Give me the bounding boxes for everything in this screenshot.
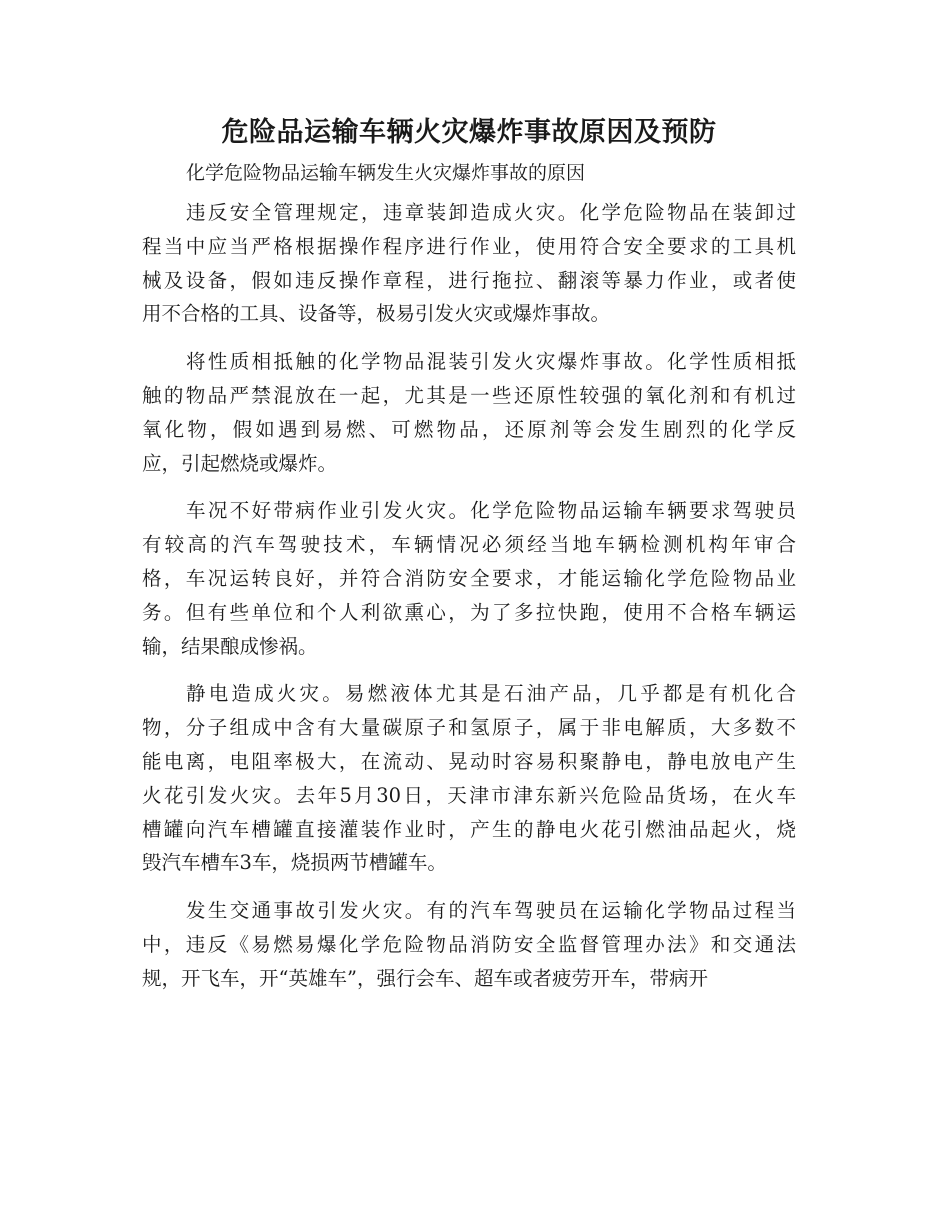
paragraph-line: 火花引发火灾。去年5月30日，天津市津东新兴危险品货场，在火车 [142, 783, 796, 807]
body-paragraph [142, 494, 796, 663]
paragraph-line: 氧化物，假如遇到易燃、可燃物品，还原剂等会发生剧烈的化学反 [142, 417, 796, 441]
paragraph-line: 能电离，电阻率极大，在流动、晃动时容易积聚静电，静电放电产生 [142, 749, 796, 773]
paragraph-line: 车况不好带病作业引发火灾。化学危险物品运输车辆要求驾驶员 [186, 499, 796, 523]
paragraph-line: 违反安全管理规定，违章装卸造成火灾。化学危险物品在装卸过 [186, 201, 796, 224]
document-title: 危险品运输车辆火灾爆炸事故原因及预防 [221, 117, 717, 148]
paragraph-line: 物，分子组成中含有大量碳原子和氢原子，属于非电解质，大多数不 [142, 716, 796, 740]
paragraph-line: 格，车况运转良好，并符合消防安全要求，才能运输化学危险物品业 [142, 566, 796, 590]
body-paragraph [142, 894, 796, 995]
paragraph-line: 触的物品严禁混放在一起，尤其是一些还原性较强的氧化剂和有机过 [142, 383, 796, 407]
body-paragraph [142, 677, 796, 880]
paragraph-line: 程当中应当严格根据操作程序进行作业，使用符合安全要求的工具机 [142, 234, 796, 258]
paragraph-line: 静电造成火灾。易燃液体尤其是石油产品，几乎都是有机化合 [186, 682, 796, 706]
paragraph-line: 毁汽车槽车3车，烧损两节槽罐车。 [142, 851, 447, 875]
document-subtitle: 化学危险物品运输车辆发生火灾爆炸事故的原因 [186, 162, 586, 184]
paragraph-line: 输，结果酿成惨祸。 [142, 634, 318, 658]
body-paragraph [142, 196, 796, 331]
document-page [142, 108, 796, 1010]
paragraph-line: 械及设备，假如违反操作章程，进行拖拉、翻滚等暴力作业，或者使 [142, 268, 796, 292]
document-body [142, 196, 796, 996]
paragraph-line: 应，引起燃烧或爆炸。 [142, 451, 338, 475]
paragraph-line: 中，违反《易燃易爆化学危险物品消防安全监督管理办法》和交通法 [142, 932, 796, 956]
paragraph-line: 将性质相抵触的化学物品混装引发火灾爆炸事故。化学性质相抵 [186, 350, 796, 374]
paragraph-line: 规，开飞车，开“英雄车”，强行会车、超车或者疲劳开车，带病开 [142, 966, 708, 990]
paragraph-line: 用不合格的工具、设备等，极易引发火灾或爆炸事故。 [142, 302, 611, 326]
body-paragraph [142, 345, 796, 480]
paragraph-line: 有较高的汽车驾驶技术，车辆情况必须经当地车辆检测机构年审合 [142, 533, 796, 557]
paragraph-line: 务。但有些单位和个人利欲熏心，为了多拉快跑，使用不合格车辆运 [142, 600, 796, 624]
paragraph-line: 槽罐向汽车槽罐直接灌装作业时，产生的静电火花引燃油品起火，烧 [142, 817, 796, 841]
paragraph-line: 发生交通事故引发火灾。有的汽车驾驶员在运输化学物品过程当 [186, 899, 796, 923]
